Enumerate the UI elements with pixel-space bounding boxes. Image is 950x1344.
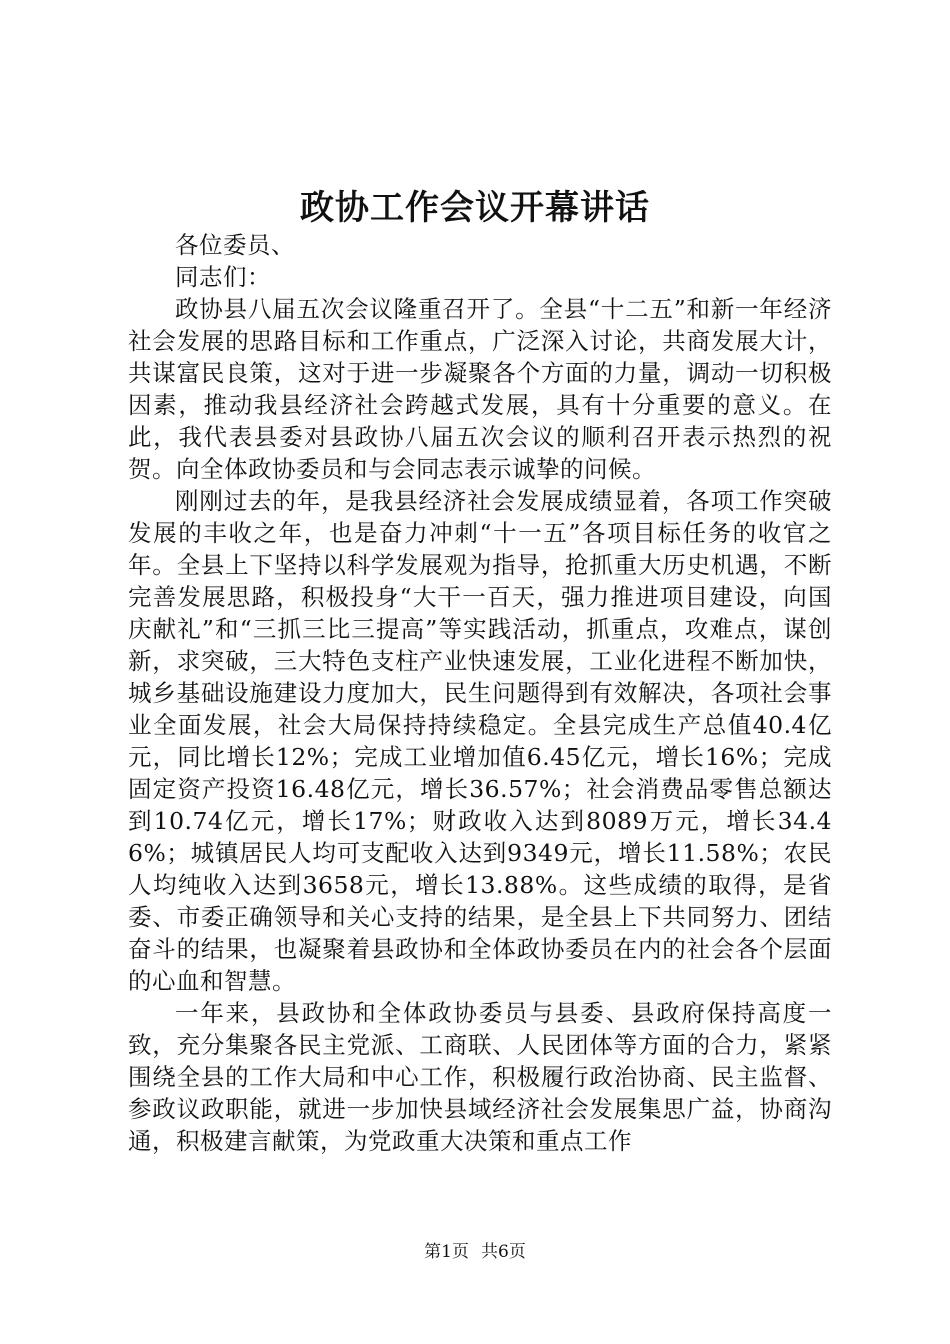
- salutation-line-1: 各位委员、: [175, 231, 295, 259]
- page-total: 共6页: [481, 1242, 526, 1262]
- paragraph-cppcc-work: 一年来，县政协和全体政协委员与县委、县政府保持高度一致，充分集聚各民主党派、工商联、人民团体等方面的合力，紧紧围绕全县的工作大局和中心工作，积极履行政治协商、民主监督、参政议政职能，就进一步加快县域经济社会发展集思广益，协商沟通，积极建言献策，为党政重大决策和重点工作: [128, 999, 832, 1155]
- paragraph-achievements: 刚刚过去的年，是我县经济社会发展成绩显着，各项工作突破发展的丰收之年，也是奋力冲刺“十一五”各项目标任务的收官之年。全县上下坚持以科学发展观为指导，抢抓重大历史机遇，不断完善发展思路，积极投身“大干一百天，强力推进项目建设，向国庆献礼”和“三抓三比三提高”等实践活动，抓重点，攻难点，谋创新，求突破，三大特色支柱产业快速发展，工业化进程不断加快，城乡基础设施建设力度加大，民生问题得到有效解决，各项社会事业全面发展，社会大局保持持续稳定。全县完成生产总值40.4亿元，同比增长12%；完成工业增加值6.45亿元，增长16%；完成固定资产投资16.48亿元，增长36.57%；社会消费品零售总额达到10.74亿元，增长17%；财政收入达到8089万元，增长34.46%；城镇居民人均可支配收入达到9349元，增长11.58%；农民人均纯收入达到3658元，增长13.88%。这些成绩的取得，是省委、市委正确领导和关心支持的结果，是全县上下共同努力、团结奋斗的结果，也凝聚着县政协和全体政协委员在内的社会各个层面的心血和智慧。: [128, 487, 832, 995]
- paragraph-opening: 政协县八届五次会议隆重召开了。全县“十二五”和新一年经济社会发展的思路目标和工作重点，广泛深入讨论，共商发展大计，共谋富民良策，这对于进一步凝聚各个方面的力量，调动一切积极因素，推动我县经济社会跨越式发展，具有十分重要的意义。在此，我代表县委对县政协八届五次会议的顺利召开表示热烈的祝贺。向全体政协委员和与会同志表示诚挚的问候。: [128, 295, 832, 483]
- page-number: 第1页: [424, 1242, 469, 1262]
- salutation-line-2: 同志们：: [175, 263, 271, 291]
- page-footer: [0, 1240, 950, 1264]
- document-title: 政协工作会议开幕讲话: [300, 188, 650, 228]
- document-body: [128, 229, 832, 1157]
